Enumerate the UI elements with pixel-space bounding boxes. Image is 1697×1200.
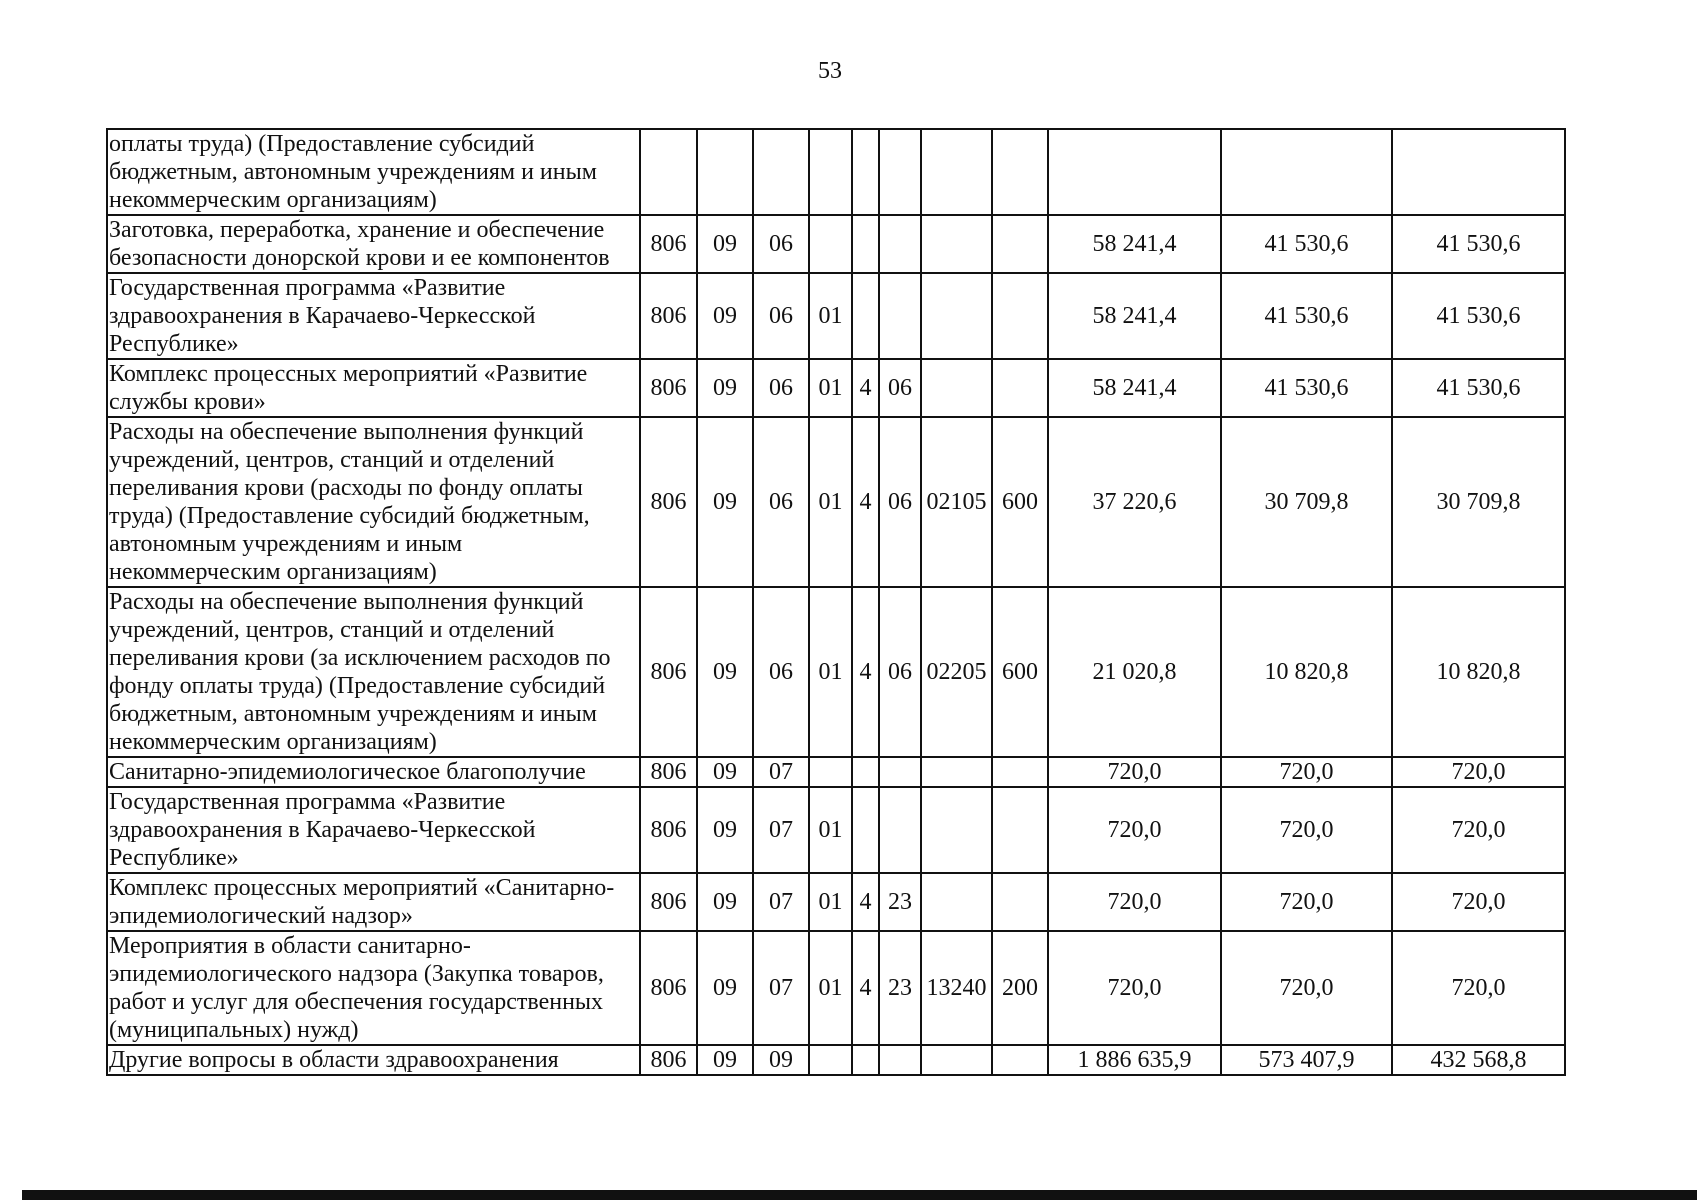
grbs-code-cell: 806 xyxy=(640,587,697,757)
subsection-code-cell: 07 xyxy=(753,931,809,1045)
amount-year1-cell: 1 886 635,9 xyxy=(1048,1045,1221,1075)
complex-code-cell: 06 xyxy=(879,587,921,757)
subsection-code-cell: 07 xyxy=(753,873,809,931)
expense-type-code-cell xyxy=(992,359,1048,417)
table-row xyxy=(107,787,1565,873)
direction-code-cell xyxy=(921,873,992,931)
program-type-code-cell xyxy=(852,273,879,359)
grbs-code-cell xyxy=(640,129,697,215)
row-name-cell: Государственная программа «Развитие здравоохранения в Карачаево-Черкесской Республике» xyxy=(107,273,640,359)
amount-year2-cell: 30 709,8 xyxy=(1221,417,1392,587)
program-type-code-cell xyxy=(852,787,879,873)
program-type-code-cell xyxy=(852,1045,879,1075)
direction-code-cell: 13240 xyxy=(921,931,992,1045)
grbs-code-cell: 806 xyxy=(640,757,697,787)
amount-year3-cell: 30 709,8 xyxy=(1392,417,1565,587)
direction-code-cell xyxy=(921,757,992,787)
section-code-cell: 09 xyxy=(697,787,753,873)
table-row xyxy=(107,273,1565,359)
table-row xyxy=(107,215,1565,273)
amount-year1-cell: 58 241,4 xyxy=(1048,359,1221,417)
subsection-code-cell: 06 xyxy=(753,359,809,417)
amount-year1-cell: 58 241,4 xyxy=(1048,215,1221,273)
section-code-cell: 09 xyxy=(697,587,753,757)
budget-table xyxy=(106,128,1566,1076)
amount-year3-cell: 720,0 xyxy=(1392,787,1565,873)
table-row xyxy=(107,359,1565,417)
amount-year2-cell xyxy=(1221,129,1392,215)
table-row xyxy=(107,757,1565,787)
table-row xyxy=(107,931,1565,1045)
complex-code-cell: 23 xyxy=(879,931,921,1045)
row-name-cell: Расходы на обеспечение выполнения функций учреждений, центров, станций и отделений переливания крови (расходы по фонду оплаты труда) (Предоставление субсидий бюджетным, автономным учреждениям и иным некоммерческим организациям) xyxy=(107,417,640,587)
expense-type-code-cell xyxy=(992,129,1048,215)
program-type-code-cell: 4 xyxy=(852,587,879,757)
program-code-cell xyxy=(809,1045,852,1075)
amount-year2-cell: 41 530,6 xyxy=(1221,359,1392,417)
expense-type-code-cell: 200 xyxy=(992,931,1048,1045)
amount-year3-cell xyxy=(1392,129,1565,215)
amount-year3-cell: 41 530,6 xyxy=(1392,359,1565,417)
section-code-cell: 09 xyxy=(697,273,753,359)
amount-year2-cell: 720,0 xyxy=(1221,757,1392,787)
grbs-code-cell: 806 xyxy=(640,417,697,587)
expense-type-code-cell xyxy=(992,273,1048,359)
grbs-code-cell: 806 xyxy=(640,931,697,1045)
direction-code-cell xyxy=(921,273,992,359)
row-name-cell: Заготовка, переработка, хранение и обеспечение безопасности донорской крови и ее компонентов xyxy=(107,215,640,273)
section-code-cell: 09 xyxy=(697,417,753,587)
grbs-code-cell: 806 xyxy=(640,787,697,873)
amount-year2-cell: 720,0 xyxy=(1221,931,1392,1045)
program-type-code-cell xyxy=(852,215,879,273)
grbs-code-cell: 806 xyxy=(640,273,697,359)
amount-year2-cell: 41 530,6 xyxy=(1221,273,1392,359)
table-row xyxy=(107,1045,1565,1075)
expense-type-code-cell xyxy=(992,215,1048,273)
complex-code-cell xyxy=(879,1045,921,1075)
direction-code-cell xyxy=(921,787,992,873)
program-type-code-cell: 4 xyxy=(852,417,879,587)
amount-year3-cell: 720,0 xyxy=(1392,931,1565,1045)
program-code-cell: 01 xyxy=(809,417,852,587)
expense-type-code-cell: 600 xyxy=(992,587,1048,757)
section-code-cell: 09 xyxy=(697,359,753,417)
amount-year3-cell: 10 820,8 xyxy=(1392,587,1565,757)
amount-year2-cell: 720,0 xyxy=(1221,787,1392,873)
complex-code-cell: 06 xyxy=(879,359,921,417)
expense-type-code-cell xyxy=(992,787,1048,873)
table-row xyxy=(107,129,1565,215)
amount-year3-cell: 41 530,6 xyxy=(1392,273,1565,359)
direction-code-cell xyxy=(921,215,992,273)
table-row xyxy=(107,587,1565,757)
section-code-cell: 09 xyxy=(697,1045,753,1075)
bottom-border-bar xyxy=(22,1190,1697,1200)
program-type-code-cell: 4 xyxy=(852,359,879,417)
amount-year1-cell: 21 020,8 xyxy=(1048,587,1221,757)
grbs-code-cell: 806 xyxy=(640,1045,697,1075)
complex-code-cell xyxy=(879,215,921,273)
section-code-cell: 09 xyxy=(697,757,753,787)
amount-year1-cell: 58 241,4 xyxy=(1048,273,1221,359)
amount-year1-cell: 720,0 xyxy=(1048,873,1221,931)
subsection-code-cell: 06 xyxy=(753,273,809,359)
program-code-cell: 01 xyxy=(809,359,852,417)
row-name-cell: Мероприятия в области санитарно-эпидемиологического надзора (Закупка товаров, работ и услуг для обеспечения государственных (муниципальных) нужд) xyxy=(107,931,640,1045)
amount-year3-cell: 432 568,8 xyxy=(1392,1045,1565,1075)
section-code-cell: 09 xyxy=(697,873,753,931)
amount-year1-cell: 720,0 xyxy=(1048,787,1221,873)
subsection-code-cell: 06 xyxy=(753,417,809,587)
subsection-code-cell: 07 xyxy=(753,787,809,873)
program-type-code-cell: 4 xyxy=(852,873,879,931)
amount-year2-cell: 41 530,6 xyxy=(1221,215,1392,273)
grbs-code-cell: 806 xyxy=(640,359,697,417)
grbs-code-cell: 806 xyxy=(640,215,697,273)
row-name-cell: Государственная программа «Развитие здравоохранения в Карачаево-Черкесской Республике» xyxy=(107,787,640,873)
row-name-cell: Санитарно-эпидемиологическое благополучие xyxy=(107,757,640,787)
subsection-code-cell: 09 xyxy=(753,1045,809,1075)
complex-code-cell xyxy=(879,273,921,359)
section-code-cell xyxy=(697,129,753,215)
subsection-code-cell: 06 xyxy=(753,215,809,273)
direction-code-cell: 02105 xyxy=(921,417,992,587)
subsection-code-cell xyxy=(753,129,809,215)
program-code-cell: 01 xyxy=(809,787,852,873)
table-body xyxy=(107,129,1565,1075)
subsection-code-cell: 06 xyxy=(753,587,809,757)
amount-year1-cell: 720,0 xyxy=(1048,757,1221,787)
amount-year3-cell: 41 530,6 xyxy=(1392,215,1565,273)
direction-code-cell xyxy=(921,1045,992,1075)
row-name-cell: оплаты труда) (Предоставление субсидий бюджетным, автономным учреждениям и иным некоммерческим организациям) xyxy=(107,129,640,215)
program-code-cell: 01 xyxy=(809,873,852,931)
subsection-code-cell: 07 xyxy=(753,757,809,787)
direction-code-cell xyxy=(921,359,992,417)
amount-year2-cell: 10 820,8 xyxy=(1221,587,1392,757)
expense-type-code-cell xyxy=(992,873,1048,931)
table-row xyxy=(107,873,1565,931)
amount-year2-cell: 573 407,9 xyxy=(1221,1045,1392,1075)
program-code-cell: 01 xyxy=(809,273,852,359)
program-code-cell: 01 xyxy=(809,587,852,757)
program-code-cell: 01 xyxy=(809,931,852,1045)
amount-year1-cell xyxy=(1048,129,1221,215)
amount-year1-cell: 37 220,6 xyxy=(1048,417,1221,587)
complex-code-cell xyxy=(879,129,921,215)
amount-year1-cell: 720,0 xyxy=(1048,931,1221,1045)
row-name-cell: Комплекс процессных мероприятий «Санитарно-эпидемиологический надзор» xyxy=(107,873,640,931)
page-number: 53 xyxy=(818,58,842,84)
amount-year3-cell: 720,0 xyxy=(1392,873,1565,931)
amount-year2-cell: 720,0 xyxy=(1221,873,1392,931)
direction-code-cell: 02205 xyxy=(921,587,992,757)
program-code-cell xyxy=(809,757,852,787)
section-code-cell: 09 xyxy=(697,215,753,273)
complex-code-cell xyxy=(879,787,921,873)
row-name-cell: Расходы на обеспечение выполнения функций учреждений, центров, станций и отделений переливания крови (за исключением расходов по фонду оплаты труда) (Предоставление субсидий бюджетным, автономным учреждениям и иным некоммерческим организациям) xyxy=(107,587,640,757)
expense-type-code-cell xyxy=(992,757,1048,787)
complex-code-cell xyxy=(879,757,921,787)
expense-type-code-cell: 600 xyxy=(992,417,1048,587)
grbs-code-cell: 806 xyxy=(640,873,697,931)
program-type-code-cell xyxy=(852,757,879,787)
program-code-cell xyxy=(809,215,852,273)
expense-type-code-cell xyxy=(992,1045,1048,1075)
row-name-cell: Комплекс процессных мероприятий «Развитие службы крови» xyxy=(107,359,640,417)
direction-code-cell xyxy=(921,129,992,215)
complex-code-cell: 23 xyxy=(879,873,921,931)
complex-code-cell: 06 xyxy=(879,417,921,587)
program-type-code-cell xyxy=(852,129,879,215)
amount-year3-cell: 720,0 xyxy=(1392,757,1565,787)
row-name-cell: Другие вопросы в области здравоохранения xyxy=(107,1045,640,1075)
table-row xyxy=(107,417,1565,587)
section-code-cell: 09 xyxy=(697,931,753,1045)
program-code-cell xyxy=(809,129,852,215)
program-type-code-cell: 4 xyxy=(852,931,879,1045)
